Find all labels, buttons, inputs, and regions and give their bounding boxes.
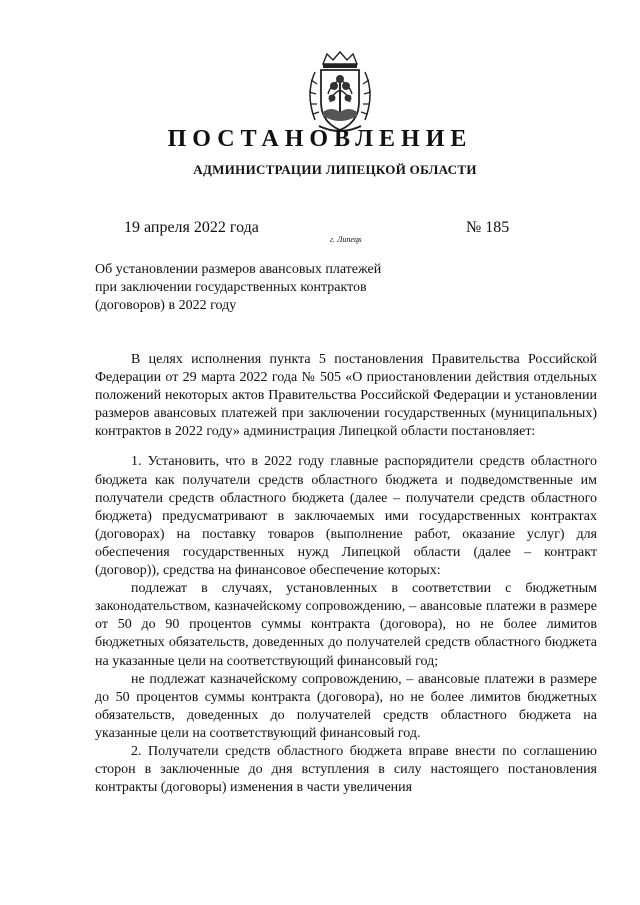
document-city: г. Липецк	[330, 235, 362, 244]
body-paragraph: подлежат в случаях, установленных в соответствии с бюджетным законодательством, казначейскому сопровождению, – авансовые платежи в размере от 50 до 90 процентов суммы контракта (договора), но не более лимитов бюджетных обязательств, доведенных до получателей средств областного бюджета на указанные цели на соответствующий финансовый год;	[95, 581, 597, 669]
body-paragraph: не подлежат казначейскому сопровождению, – авансовые платежи в размере до 50 процентов суммы контракта (договора), но не более лимитов бюджетных обязательств, доведенных до получателей средств областного бюджета на указанные цели на соответствующий финансовый год.	[95, 671, 597, 741]
document-body	[95, 351, 597, 797]
body-paragraph: 2. Получатели средств областного бюджета вправе внести по соглашению сторон в заключенные до дня вступления в силу настоящего постановления контракты (договоры) изменения в части увеличения	[95, 743, 597, 796]
document-number: № 185	[466, 219, 510, 236]
coat-of-arms-icon	[299, 50, 381, 134]
body-paragraph: В целях исполнения пункта 5 постановления Правительства Российской Федерации от 29 марта 2022 года № 505 «О приостановлении действия отдельных положений некоторых актов Правительства Российской Федерации и установлении размеров авансовых платежей при заключении государственных (муниципальных) контрактов в 2022 году» администрация Липецкой области постановляет:	[95, 352, 597, 440]
issuer-subtitle: АДМИНИСТРАЦИИ ЛИПЕЦКОЙ ОБЛАСТИ	[193, 162, 477, 177]
document-date: 19 апреля 2022 года	[124, 219, 259, 236]
document-subject: Об установлении размеров авансовых платежей при заключении государственных контрактов (договоров) в 2022 году	[95, 262, 382, 313]
body-paragraph: 1. Установить, что в 2022 году главные распорядители средств областного бюджета как получатели средств областного бюджета и подведомственные им получатели средств областного бюджета (далее – получатели средств областного бюджета) предусматривают в заключаемых ими государственных контрактах (договорах) на поставку товаров (выполнение работ, оказание услуг) для обеспечения государственных нужд Липецкой области (далее – контракт (договор)), средства на финансовое обеспечение которых:	[95, 454, 597, 579]
document-title: ПОСТАНОВЛЕНИЕ	[167, 126, 473, 152]
